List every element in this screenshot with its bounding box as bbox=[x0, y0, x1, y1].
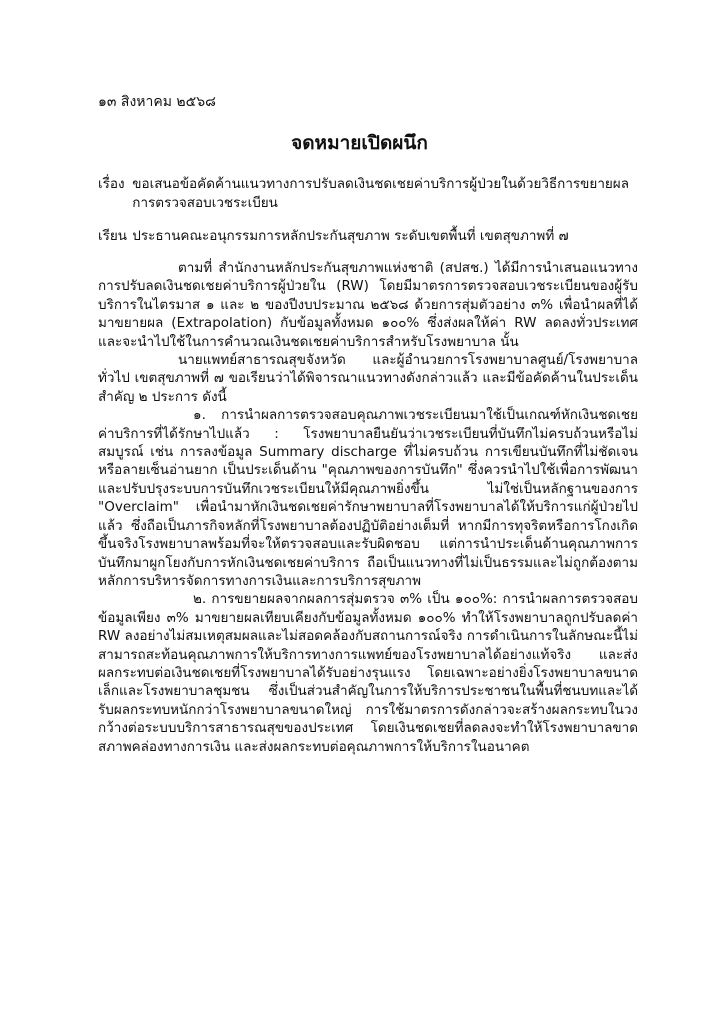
subject-label: เรื่อง bbox=[98, 176, 125, 192]
body-paragraph-point-1: ๑. การนำผลการตรวจสอบคุณภาพเวชระเบียนมาใช้เป็นเกณฑ์หักเงินชดเชยค่าบริการที่ได้รักษาไปแล้ว : โรงพยาบาลยืนยันว่าเวชระเบียนที่บันทึกไม่ครบถ้วนหรือไม่สมบูรณ์ เช่น การลงข้อมูล Summary discharge ที่ไม่ครบถ้วน การเขียนบันทึกที่ไม่ชัดเจน หรือลายเซ็นอ่านยาก เป็นประเด็นด้าน "คุณภาพของการบันทึก" ซึ่งควรนำไปใช้เพื่อการพัฒนาและปรับปรุงระบบการบันทึกเวชระเบียนให้มีคุณภาพยิ่งขึ้น ไม่ใช่เป็นหลักฐานของการ "Overclaim" เพื่อนำมาหักเงินชดเชยค่ารักษาพยาบาลที่โรงพยาบาลได้ให้บริการแก่ผู้ป่วยไปแล้ว ซึ่งถือเป็นภารกิจหลักที่โรงพยาบาลต้องปฏิบัติอย่างเต็มที่ หากมีการทุจริตหรือการโกงเกิดขึ้นจริงโรงพยาบาลพร้อมที่จะให้ตรวจสอบและรับผิดชอบ แต่การนำประเด็นด้านคุณภาพการบันทึกมาผูกโยงกับการหักเงินชดเชยค่าบริการ ถือเป็นแนวทางที่ไม่เป็นธรรมและไม่ถูกต้องตามหลักการบริหารจัดการทางการเงินและการบริการสุขภาพ bbox=[98, 407, 638, 589]
letter-body bbox=[98, 259, 638, 756]
letter-date: ๑๓ สิงหาคม ๒๕๖๘ bbox=[98, 94, 216, 110]
letter-title: จดหมายเปิดผนึก bbox=[291, 132, 428, 154]
recipient-text: ประธานคณะอนุกรรมการหลักประกันสุขภาพ ระดับเขตพื้นที่ เขตสุขภาพที่ ๗ bbox=[132, 228, 569, 244]
body-paragraph-point-2: ๒. การขยายผลจากผลการสุ่มตรวจ ๓% เป็น ๑๐๐%: การนำผลการตรวจสอบข้อมูลเพียง ๓% มาขยายผลเทียบเคียงกับข้อมูลทั้งหมด ๑๐๐% ทำให้โรงพยาบาลถูกปรับลดค่า RW ลงอย่างไม่สมเหตุสมผลและไม่สอดคล้องกับสถานการณ์จริง การดำเนินการในลักษณะนี้ไม่สามารถสะท้อนคุณภาพการให้บริการทางการแพทย์ของโรงพยาบาลได้อย่างแท้จริง และส่งผลกระทบต่อเงินชดเชยที่โรงพยาบาลได้รับอย่างรุนแรง โดยเฉพาะอย่างยิ่งโรงพยาบาลขนาดเล็กและโรงพยาบาลชุมชน ซึ่งเป็นส่วนสำคัญในการให้บริการประชาชนในพื้นที่ชนบทและได้รับผลกระทบหนักกว่าโรงพยาบาลขนาดใหญ่ การใช้มาตรการดังกล่าวจะสร้างผลกระทบในวงกว้างต่อระบบบริการสาธารณสุขของประเทศ โดยเงินชดเชยที่ลดลงจะทำให้โรงพยาบาลขาดสภาพคล่องทางการเงิน และส่งผลกระทบต่อคุณภาพการให้บริการในอนาคต bbox=[98, 591, 638, 755]
recipient-label: เรียน bbox=[98, 228, 128, 244]
body-paragraph-intro: ตามที่ สำนักงานหลักประกันสุขภาพแห่งชาติ (สปสช.) ได้มีการนำเสนอแนวทางการปรับลดเงินชดเชยค่าบริการผู้ป่วยใน (RW) โดยมีมาตรการตรวจสอบเวชระเบียนของผู้รับบริการในไตรมาส ๑ และ ๒ ของปีงบประมาณ ๒๕๖๘ ด้วยการสุ่มตัวอย่าง ๓% เพื่อนำผลที่ได้มาขยายผล (Extrapolation) กับข้อมูลทั้งหมด ๑๐๐% ซึ่งส่งผลให้ค่า RW ลดลงทั่วประเทศ และจะนำไปใช้ในการคำนวณเงินชดเชยค่าบริการสำหรับโรงพยาบาล นั้น bbox=[98, 260, 638, 350]
recipient-line bbox=[98, 227, 638, 246]
subject-text: ขอเสนอข้อคัดค้านแนวทางการปรับลดเงินชดเชยค่าบริการผู้ป่วยในด้วยวิธีการขยายผลการตรวจสอบเวชระเบียน bbox=[132, 176, 629, 211]
subject-line bbox=[98, 175, 638, 213]
body-paragraph-objection: นายแพทย์สาธารณสุขจังหวัด และผู้อำนวยการโรงพยาบาลศูนย์/โรงพยาบาลทั่วไป เขตสุขภาพที่ ๗ ขอเรียนว่าได้พิจารณาแนวทางดังกล่าวแล้ว และมีข้อคัดค้านในประเด็นสำคัญ ๒ ประการ ดังนี้ bbox=[98, 352, 638, 405]
